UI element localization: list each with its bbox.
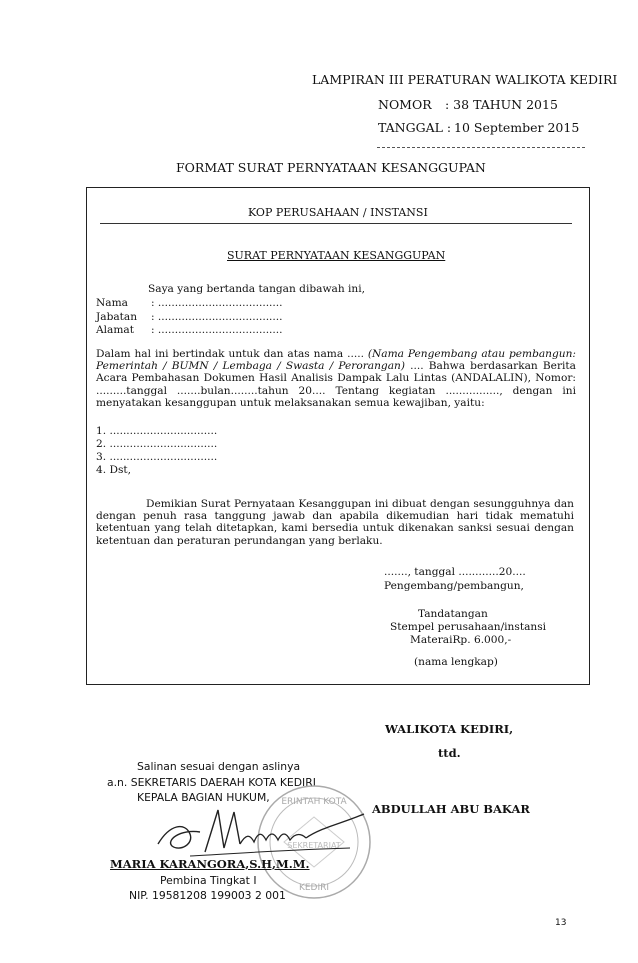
copy-official-rank: Pembina Tingkat I xyxy=(160,874,257,887)
list-item: 1. ................................ xyxy=(96,425,218,437)
sign-ttd: Tandatangan xyxy=(418,608,488,620)
format-title: FORMAT SURAT PERNYATAAN KESANGGUPAN xyxy=(176,160,486,175)
nomor-label: NOMOR xyxy=(378,97,432,112)
field-jabatan-label: Jabatan xyxy=(96,311,138,323)
list-item: 3. ................................ xyxy=(96,451,218,463)
sign-name: (nama lengkap) xyxy=(414,656,498,668)
field-nama-value: : ..................................... xyxy=(151,297,283,309)
field-alamat-label: Alamat xyxy=(96,324,134,336)
list-item: 2. ................................ xyxy=(96,438,218,450)
page-number: 13 xyxy=(555,918,567,928)
sign-materai: MateraiRp. 6.000,- xyxy=(410,634,512,646)
sign-date: ......., tanggal ............20.... xyxy=(384,566,526,578)
closing-paragraph: Demikian Surat Pernyataan Kesanggupan ini dibuat dengan sesungguhnya dan dengan penuh rasa tanggung jawab dan apabila dikemudian hari tidak mematuhi ketentuan yang telah ditetapkan, kami bersedia untuk dikenakan sanksi sesuai dengan ketentuan dan peraturan perundangan yang berlaku. xyxy=(96,498,574,547)
sign-stamp: Stempel perusahaan/instansi xyxy=(390,621,547,633)
form-body-paragraph xyxy=(96,348,576,409)
copy-line-2: a.n. SEKRETARIS DAERAH KOTA KEDIRI xyxy=(107,776,316,789)
svg-text:ERINTAH KOTA: ERINTAH KOTA xyxy=(281,797,347,807)
header-divider xyxy=(377,147,585,148)
copy-official-name: MARIA KARANGORA,S.H,M.M. xyxy=(110,857,310,871)
lampiran-title: LAMPIRAN III PERATURAN WALIKOTA KEDIRI xyxy=(312,72,618,87)
svg-text:KEDIRI: KEDIRI xyxy=(298,883,330,893)
svg-text:SEKRETARIAT: SEKRETARIAT xyxy=(287,841,341,850)
field-jabatan-value: : ..................................... xyxy=(151,311,283,323)
handwritten-signature xyxy=(150,804,370,864)
field-nama-label: Nama xyxy=(96,297,128,309)
tanggal-label: TANGGAL : xyxy=(378,120,452,135)
list-item: 4. Dst, xyxy=(96,464,132,476)
copy-line-1: Salinan sesuai dengan aslinya xyxy=(137,760,301,773)
sign-role: Pengembang/pembangun, xyxy=(384,580,524,592)
tanggal-value: 10 September 2015 xyxy=(454,120,580,135)
form-intro: Saya yang bertanda tangan dibawah ini, xyxy=(148,283,365,295)
walikota-title: WALIKOTA KEDIRI, xyxy=(385,722,514,736)
walikota-name: ABDULLAH ABU BAKAR xyxy=(372,802,530,816)
body-text-italic: (Nama Pengembang atau pembangun: Pemerintah / BUMN / Lembaga / Swasta / Perorangan) xyxy=(96,348,576,373)
kop-line xyxy=(100,223,572,224)
form-title: SURAT PERNYATAAN KESANGGUPAN xyxy=(227,249,446,262)
nomor-value: : 38 TAHUN 2015 xyxy=(445,97,558,112)
kop-label: KOP PERUSAHAAN / INSTANSI xyxy=(248,206,428,219)
walikota-ttd: ttd. xyxy=(438,746,461,760)
field-alamat-value: : ..................................... xyxy=(151,324,283,336)
copy-official-nip: NIP. 19581208 199003 2 001 xyxy=(129,889,286,902)
body-text-1: Dalam hal ini bertindak untuk dan atas nama ..... xyxy=(96,348,368,360)
copy-line-3: KEPALA BAGIAN HUKUM, xyxy=(137,791,270,804)
body-text-2: .... Bahwa berdasarkan Berita Acara Pembahasan Dokumen Hasil Analisis Dampak Lalu Lintas (ANDALALIN), Nomor: .........tanggal .......bulan........tahun 20.... Tentang kegiatan ................, dengan ini menyatakan kesanggupan untuk melaksanakan semua kewajiban, yaitu: xyxy=(96,360,576,409)
